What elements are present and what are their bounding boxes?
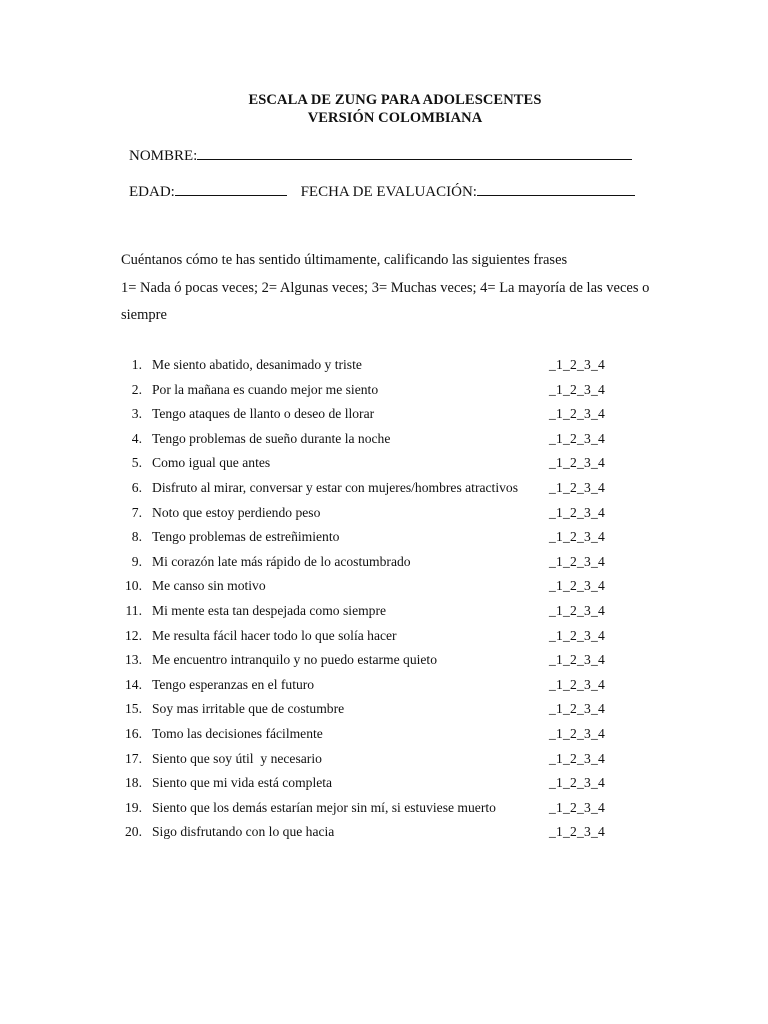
- list-item: [0, 505, 768, 530]
- item-statement: Me encuentro intranquilo y no puedo estarme quieto: [152, 652, 438, 668]
- item-scale[interactable]: _1_2_3_4: [549, 381, 605, 397]
- item-statement: Por la mañana es cuando mejor me siento: [152, 381, 379, 397]
- item-statement: Mi corazón late más rápido de lo acostumbrado: [152, 553, 411, 569]
- list-item: [0, 382, 768, 407]
- list-item: [0, 800, 768, 825]
- item-number: 8.: [131, 529, 142, 545]
- item-scale[interactable]: _1_2_3_4: [549, 775, 605, 791]
- item-statement: Tengo esperanzas en el futuro: [152, 676, 315, 692]
- instructions: [121, 247, 681, 330]
- item-scale[interactable]: _1_2_3_4: [549, 725, 605, 741]
- item-number: 15.: [125, 701, 142, 717]
- item-number: 3.: [131, 406, 142, 422]
- list-item: [0, 529, 768, 554]
- item-number: 9.: [131, 553, 142, 569]
- document-subtitle: VERSIÓN COLOMBIANA: [307, 110, 483, 126]
- list-item: [0, 554, 768, 579]
- item-statement: Mi mente esta tan despejada como siempre: [152, 602, 387, 618]
- list-item: [0, 628, 768, 653]
- instructions-line2: 1= Nada ó pocas veces; 2= Algunas veces; 3= Muchas veces; 4= La mayoría de las veces o siempre: [121, 279, 650, 323]
- item-number: 14.: [125, 676, 142, 692]
- item-scale[interactable]: _1_2_3_4: [549, 455, 605, 471]
- item-number: 13.: [125, 652, 142, 668]
- item-statement: Me siento abatido, desanimado y triste: [152, 357, 362, 372]
- item-statement: Siento que soy útil y necesario: [152, 750, 322, 766]
- item-statement: Tengo problemas de estreñimiento: [152, 529, 340, 545]
- item-number: 20.: [125, 824, 142, 840]
- item-scale[interactable]: _1_2_3_4: [549, 406, 605, 422]
- item-number: 4.: [131, 430, 142, 446]
- list-item: [0, 578, 768, 603]
- list-item: [0, 726, 768, 751]
- item-number: 11.: [125, 602, 142, 618]
- nombre-label: NOMBRE:: [129, 148, 198, 164]
- item-statement: Tomo las decisiones fácilmente: [152, 725, 323, 741]
- list-item: [0, 701, 768, 726]
- item-number: 6.: [131, 479, 142, 495]
- item-scale[interactable]: _1_2_3_4: [549, 750, 605, 766]
- list-item: [0, 455, 768, 480]
- list-item: [0, 677, 768, 702]
- item-number: 10.: [125, 578, 142, 594]
- edad-label: EDAD:: [129, 184, 175, 200]
- item-statement: Tengo problemas de sueño durante la noche: [152, 430, 391, 446]
- fecha-label: FECHA DE EVALUACIÓN:: [300, 184, 477, 200]
- item-statement: Me resulta fácil hacer todo lo que solía hacer: [152, 627, 397, 643]
- item-number: 16.: [125, 725, 142, 741]
- list-item: [0, 652, 768, 677]
- list-item: [0, 603, 768, 628]
- item-statement: Disfruto al mirar, conversar y estar con mujeres/hombres atractivos: [152, 479, 518, 495]
- list-item: [0, 775, 768, 800]
- item-scale[interactable]: _1_2_3_4: [549, 799, 605, 815]
- nombre-field: [129, 146, 632, 165]
- list-item: [0, 824, 768, 849]
- document-title: ESCALA DE ZUNG PARA ADOLESCENTES: [248, 92, 542, 108]
- item-number: 17.: [125, 750, 142, 766]
- item-number: 12.: [125, 627, 142, 643]
- item-statement: Noto que estoy perdiendo peso: [152, 504, 321, 520]
- item-number: 19.: [125, 799, 142, 815]
- item-scale[interactable]: _1_2_3_4: [549, 652, 605, 668]
- item-scale[interactable]: _1_2_3_4: [549, 553, 605, 569]
- item-statement: Siento que los demás estarían mejor sin mí, si estuviese muerto: [152, 799, 496, 815]
- item-scale[interactable]: _1_2_3_4: [549, 824, 605, 840]
- item-statement: Como igual que antes: [152, 455, 271, 471]
- item-scale[interactable]: _1_2_3_4: [549, 701, 605, 717]
- item-number: 7.: [131, 504, 142, 520]
- item-number: 1.: [131, 357, 142, 372]
- item-number: 2.: [131, 381, 142, 397]
- nombre-blank[interactable]: [197, 146, 632, 160]
- item-list: [0, 357, 768, 849]
- edad-fecha-field: [129, 182, 635, 201]
- list-item: [0, 431, 768, 456]
- item-scale[interactable]: _1_2_3_4: [549, 479, 605, 495]
- item-statement: Siento que mi vida está completa: [152, 775, 333, 791]
- edad-blank[interactable]: [175, 182, 287, 196]
- item-scale[interactable]: _1_2_3_4: [549, 676, 605, 692]
- item-statement: Sigo disfrutando con lo que hacia: [152, 824, 335, 840]
- item-statement: Soy mas irritable que de costumbre: [152, 701, 345, 717]
- item-scale[interactable]: _1_2_3_4: [549, 578, 605, 594]
- item-statement: Me canso sin motivo: [152, 578, 266, 594]
- item-scale[interactable]: _1_2_3_4: [549, 430, 605, 446]
- item-scale[interactable]: _1_2_3_4: [549, 602, 605, 618]
- list-item: [0, 406, 768, 431]
- fecha-blank[interactable]: [477, 182, 635, 196]
- list-item: [0, 751, 768, 776]
- item-number: 5.: [131, 455, 142, 471]
- list-item: [0, 357, 768, 382]
- item-scale[interactable]: _1_2_3_4: [549, 357, 605, 372]
- list-item: [0, 480, 768, 505]
- item-scale[interactable]: _1_2_3_4: [549, 504, 605, 520]
- item-statement: Tengo ataques de llanto o deseo de llorar: [152, 406, 375, 422]
- item-number: 18.: [125, 775, 142, 791]
- instructions-line1: Cuéntanos cómo te has sentido últimamente, calificando las siguientes frases: [121, 252, 568, 268]
- item-scale[interactable]: _1_2_3_4: [549, 529, 605, 545]
- item-scale[interactable]: _1_2_3_4: [549, 627, 605, 643]
